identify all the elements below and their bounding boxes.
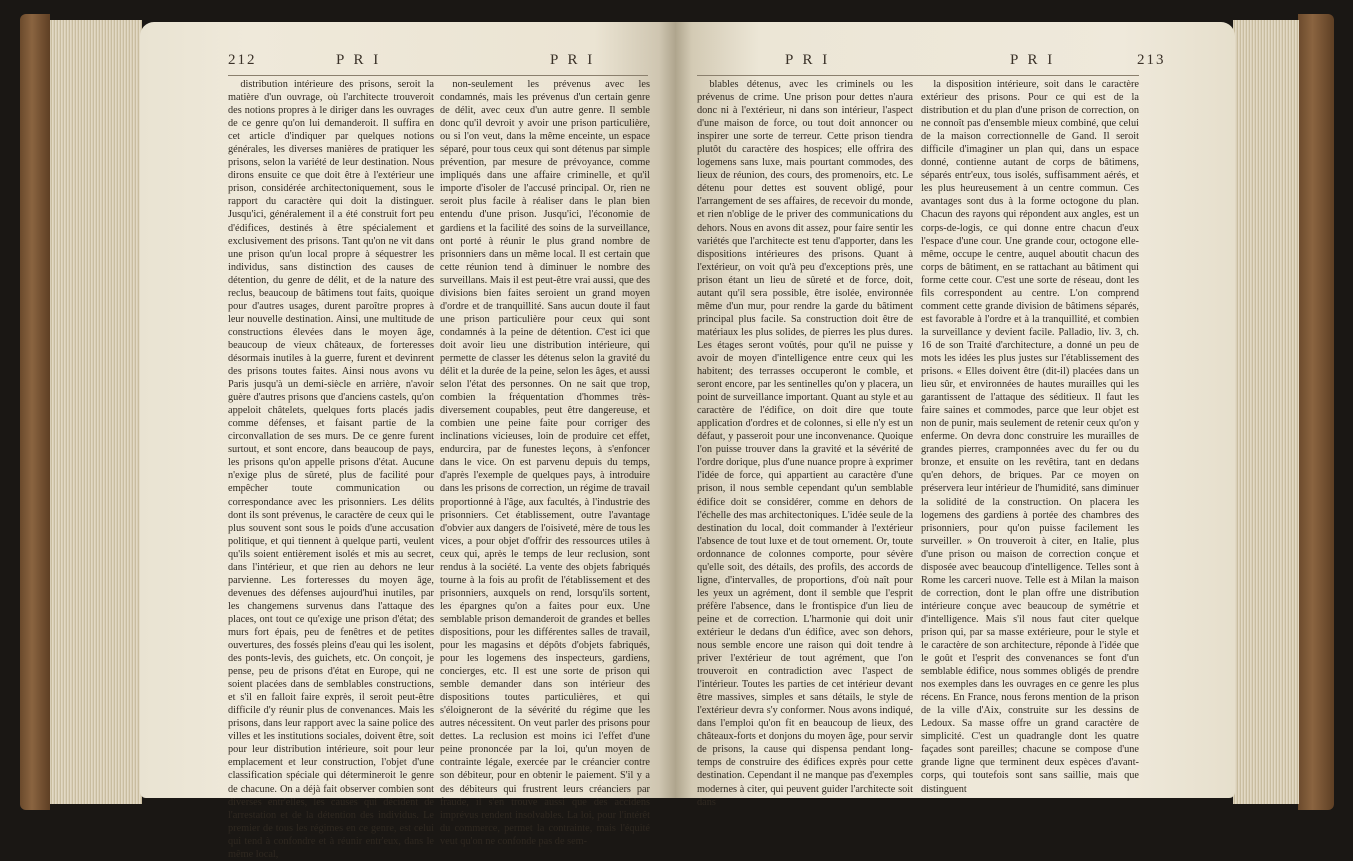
text-column: [697, 78, 913, 808]
body-text: non-seulement les prévenus avec les condamnés, mais les prévenus d'un certain genre de délit, avec ceux d'un autre genre. Il semble donc qu'il devroit y avoir une prison particulière, ou si l'on veut, dans la même enceinte, un espace séparé, pour tous ceux qui sont détenus par simple prévention, par mesure de prévoyance, comme impliqués dans une affaire criminelle, et qu'il importe d'isoler de l'accusé principal. Or, rien ne seroit plus facile à réaliser dans le plan bien entendu d'une prison. Jusqu'ici, l'économie de gardiens et la facilité des soins de la surveillance, ont porté à réunir le plus grand nombre de prisonniers dans un même local. Il est certain que cette réunion tend à diminuer le nombre des surveillans. Mais il est peut-être vrai aussi, que des divisions bien faites seroient un grand moyen d'ordre et de tranquillité. Sans aucun doute il faut une prison particulière pour ceux qui sont condamnés à la peine de détention. C'est ici que doit avoir lieu une distribution intérieure, qui permette de classer les détenus selon la gravité du délit et la durée de la peine, selon les âges, et aussi selon l'état des personnes. On ne sait que trop, combien la fréquentation d'hommes très-diversement coupables, peut être dangereuse, et combien une peine faite pour corriger des inclinations vicieuses, loin de produire cet effet, endurcira, par de funestes leçons, à s'enfoncer dans le vice. On est parvenu depuis du temps, d'après l'exemple de quelques pays, à introduire dans les prisons de correction, un régime de travail proportionné à l'âge, aux facultés, à l'industrie des prisonniers. Cet établissement, outre l'avantage d'obvier aux dangers de l'oisiveté, mère de tous les vices, a pour objet d'offrir des ressources utiles à ceux qui, après le temps de leur reclusion, sont rendus à la société. La vente des objets fabriqués tourne à la fois au profit de l'établissement et des prisonniers, auxquels on rend, lorsqu'ils sortent, les épargnes qu'on a faites pour eux. Une semblable prison demanderoit de grandes et belles dispositions, pour les différentes salles de travail, pour les magasins et dépôts d'objets fabriqués, pour les logemens des inspecteurs, gardiens, concierges, etc. Il est une sorte de prison qui semble demander dans son intérieur des dispositions toutes particulières, et qui s'éloigneront de la sévérité du régime que les autres nécessitent. On veut parler des prisons pour dettes. La reclusion est moins ici l'effet d'une peine prononcée par la loi, qu'un moyen de contrainte légale, exercée par le créancier contre son débiteur, pour en obtenir le paiement. S'il y a des débiteurs qui frustrent leurs créanciers par fraude, il s'en trouve aussi que des accidens imprévus rendent insolvables. La loi, pour l'intérêt du commerce, permet la contrainte, mais l'équité veut qu'on ne confonde pas de sem-: [440, 79, 650, 847]
book-cover-left: [20, 14, 50, 810]
header-rule: [697, 75, 1139, 76]
fore-edge-left: [50, 20, 142, 804]
text-column: [228, 78, 434, 860]
page-number: 212: [228, 52, 257, 68]
body-text: blables détenus, avec les criminels ou les prévenus de crime. Une prison pour dettes n'aura donc ni à l'extérieur, ni dans son intérieur, l'aspect d'une maison de force, ou tout doit annoncer ou inspirer une sorte de terreur. Cette prison tiendra plutôt du caractère des hospices; elle offrira des logemens sans luxe, mais pourtant commodes, des lieux de réunion, des cours, des promenoirs, etc. Le détenu pour dettes est souvent obligé, pour l'arrangement de ses affaires, de recevoir du monde, et rien n'oblige de le priver des communications du dehors. Nous en avons dit assez, pour faire sentir les variétés que l'architecte est tenu d'apporter, dans les dispositions intérieures des prisons. Quant à l'extérieur, on voit qu'à peu d'exceptions près, une prison étant un lieu de sûreté et de force, doit, autant qu'il sera possible, être isolée, environnée même d'un mur, pour rendre la garde du bâtiment principal plus facile. Sa construction doit être de matériaux les plus solides, de pierres les plus dures. Les étages seront voûtés, pour qu'il ne puisse y avoir de moyen d'intelligence entre ceux qui les habitent; des terrasses occuperont le comble, et seront encore, par les sentinelles qu'on y placera, un point de surveillance important. Quant au style et au caractère de l'édifice, on doit dire que toute application d'ordres et de colonnes, si elle n'y est un défaut, y passeroit pour une inconvenance. Quoique l'on puisse trouver dans la gravité et la sévérité de l'ordre dorique, plus d'une nuance propre à exprimer l'idée de force, qui appartient au caractère d'une prison, il nous semble cependant qu'un semblable édifice doit se considérer, comme en dehors de l'échelle des mas architectoniques. L'idée seule de la destination du local, doit commander à l'extérieur l'absence de tout luxe et de tout ornement. Or, toute ordonnance de colonnes comporte, pour sévère qu'elle soit, des détails, des profils, des accords de ligne, d'intervalles, de proportions, d'où naît pour les yeux un agrément, dont il semble que l'esprit préfère l'absence, dans le frontispice d'un lieu de peine et de correction. L'harmonie qui doit unir extérieur le dedans d'un édifice, avec son dehors, nous semble encore une raison qui doit tendre à priver l'extérieur de tout agrément, que l'on trouveroit en contradiction avec l'aspect de l'intérieur. Toutes les parties de cet intérieur devant être massives, simples et sans détails, le style de l'extérieur devra s'y conformer. Nous avons indiqué, dans l'emploi qu'on fit en beaucoup de lieux, des châteaux-forts et donjons du moyen âge, pour servir de prisons, la cause qui dispensa pendant long-temps de construire des édifices exprès pour cette destination. Cependant il ne manque pas d'exemples modernes à citer, qui peuvent guider l'architecte soit dans: [697, 79, 913, 808]
body-text: la disposition intérieure, soit dans le caractère extérieur des prisons. Pour ce qui est de la distribution et du plan d'une prison de correction, on ne connoît pas d'ensemble mieux combiné, que celui de la maison correctionnelle de Gand. Il seroit difficile d'imaginer un plan qui, dans un espace donné, contienne autant de corps de bâtimens, séparés entr'eux, tous isolés, suffisamment aérés, et les plus heureusement à un centre commun. Ces avantages sont dus à la forme octogone du plan. Chacun des rayons qui répondent aux angles, est un corps-de-logis, ce qui donne entre chacun d'eux l'espace d'une cour. Une grande cour, octogone elle-même, occupe le centre, auquel aboutit chacun des corps de bâtiment, en se rattachant au bâtiment qui forme cette cour. C'est une sorte de réseau, dont les fils correspondent au centre. L'on comprend comment cette grande division de bâtimens séparés, est favorable à l'ordre et à la tranquillité, et combien la surveillance y devient facile. Palladio, liv. 3, ch. 16 de son Traité d'architecture, a donné un peu de mots les idées les plus justes sur l'établissement des prisons. « Elles doivent être (dit-il) placées dans un lieu sûr, et environnées de hautes murailles qui les garantissent de l'attaque des séditieux. Il faut les faire saines et commodes, parce que leur objet est non de punir, mais seulement de retenir ceux qu'on y enferme. On devra donc construire les murailles de grandes pierres, cramponnées avec du fer ou du bronze, et ensuite on les revêtira, tant en dedans qu'en dehors, de briques. Par ce moyen on préservera leur intérieur de l'humidité, sans diminuer la solidité de la construction. On placera les logemens des gardiens à portée des chambres des prisonniers, pour qu'on puisse facilement les surveiller. » On trouveroit à citer, en Italie, plus d'une prison ou maison de correction conçue et disposée avec beaucoup d'intelligence. Telles sont à Rome les carceri nuove. Telle est à Milan la maison de correction, dont le plan offre une distribution intérieure conçue avec beaucoup de symétrie et d'intelligence. Mais s'il nous faut citer quelque prison qui, par sa masse extérieure, pour le style et le caractère de son architecture, réponde à l'idée que le goût et l'esprit des convenances se font d'un semblable édifice, nous sommes obligés de prendre nos exemples dans les ouvrages en ce genre les plus récens. En France, nous ferons mention de la prison de la ville d'Aix, construite sur les dessins de Ledoux. Sa masse offre un grand caractère de simplicité. C'est un quadrangle dont les quatre façades sont pareilles; chacune se compose d'une grande ligne que terminent deux espèces d'avant-corps, qui toutefois sont sans saillie, mais que distinguent: [921, 79, 1139, 795]
text-column: [440, 78, 650, 847]
fore-edge-right: [1233, 20, 1299, 804]
running-head: P R I: [785, 52, 831, 68]
left-page: [140, 22, 675, 860]
book-cover-right: [1298, 14, 1334, 810]
header-rule: [228, 75, 648, 76]
right-page: [675, 22, 1235, 808]
page-number: 213: [1137, 52, 1166, 68]
running-head: P R I: [550, 52, 596, 68]
running-head: P R I: [336, 52, 382, 68]
running-head: P R I: [1010, 52, 1056, 68]
body-text: distribution intérieure des prisons, seroit la matière d'un ouvrage, où l'architecte trouveroit des notions propres à le diriger dans les ouvrages de ce genre qu'on lui demanderoit. Il suffira en cet article d'indiquer par quelques notions générales, les diverses manières de pratiquer les prisons, selon la variété de leur destination. Nous dirons ensuite ce que doit être à l'extérieur une prison, considérée architectoniquement, sous le rapport du caractère qui doit la distinguer. Jusqu'ici, généralement il a été construit fort peu d'édifices, destinés à être spécialement et exclusivement des prisons. Tant qu'on ne vit dans une prison qu'un local propre à séquestrer les individus, sans distinction des causes de détention, du genre de délit, et de la nature des reclus, beaucoup de bâtimens tout faits, quoique pour d'autres usages, durent paroître propres à leur nouvelle destination. Ainsi, une multitude de constructions élevées dans le moyen âge, beaucoup de vieux châteaux, de forteresses désormais inutiles à la guerre, furent et devinrent des prisons toutes faites. Ainsi nous avons vu Paris jusqu'à un demi-siècle en arrière, n'avoir guère d'autres prisons que d'anciens castels, qu'on appeloit châtelets, quelques forts placés jadis comme défenses, et faisant partie de la circonvallation de ses murs. De ce genre furent surtout, et sont encore, dans beaucoup de pays, les prisons qu'on appelle prisons d'état. Aucune n'exige plus de sûreté, plus de facilité pour empêcher toute communication ou correspondance avec les prisonniers. Les délits dont ils sont prévenus, le caractère de ceux qui le plus souvent sont sous le poids d'une accusation politique, et qui tiennent à quelque parti, veulent qu'ils soient entièrement isolés et mis au secret, dans l'intérieur, et que rien au dehors ne leur parvienne. Les forteresses du moyen âge, devenues des défenses aujourd'hui inutiles, par les changemens survenus dans l'attaque des places, ont tout ce qu'exige une prison d'état; des murs fort épais, peu de fenêtres et de petites ouvertures, des fossés pleins d'eau qui les isolent, des ponts-levis, des guichets, etc. On conçoit, je pense, peu de prisons d'état en Europe, qui ne soient placées dans de semblables constructions, et s'il en falloit faire exprès, il seroit peut-être difficile d'y réunir plus de convenances. Mais les prisons, dans leur rapport avec la saine police des villes et les institutions sociales, doivent être, soit pour leur distribution intérieure, soit pour leur emplacement et leur construction, l'objet d'une classification spéciale qui détermineroit le genre de chacune. On a déjà fait observer combien sont diverses entr'elles, les causes qui décident de l'arrestation et de la détention des individus. Le premier de tous les régimes en ce genre, est celui qui tend à confondre et à réunir entr'eux, dans le même local,: [228, 79, 434, 860]
text-column: [921, 78, 1139, 795]
